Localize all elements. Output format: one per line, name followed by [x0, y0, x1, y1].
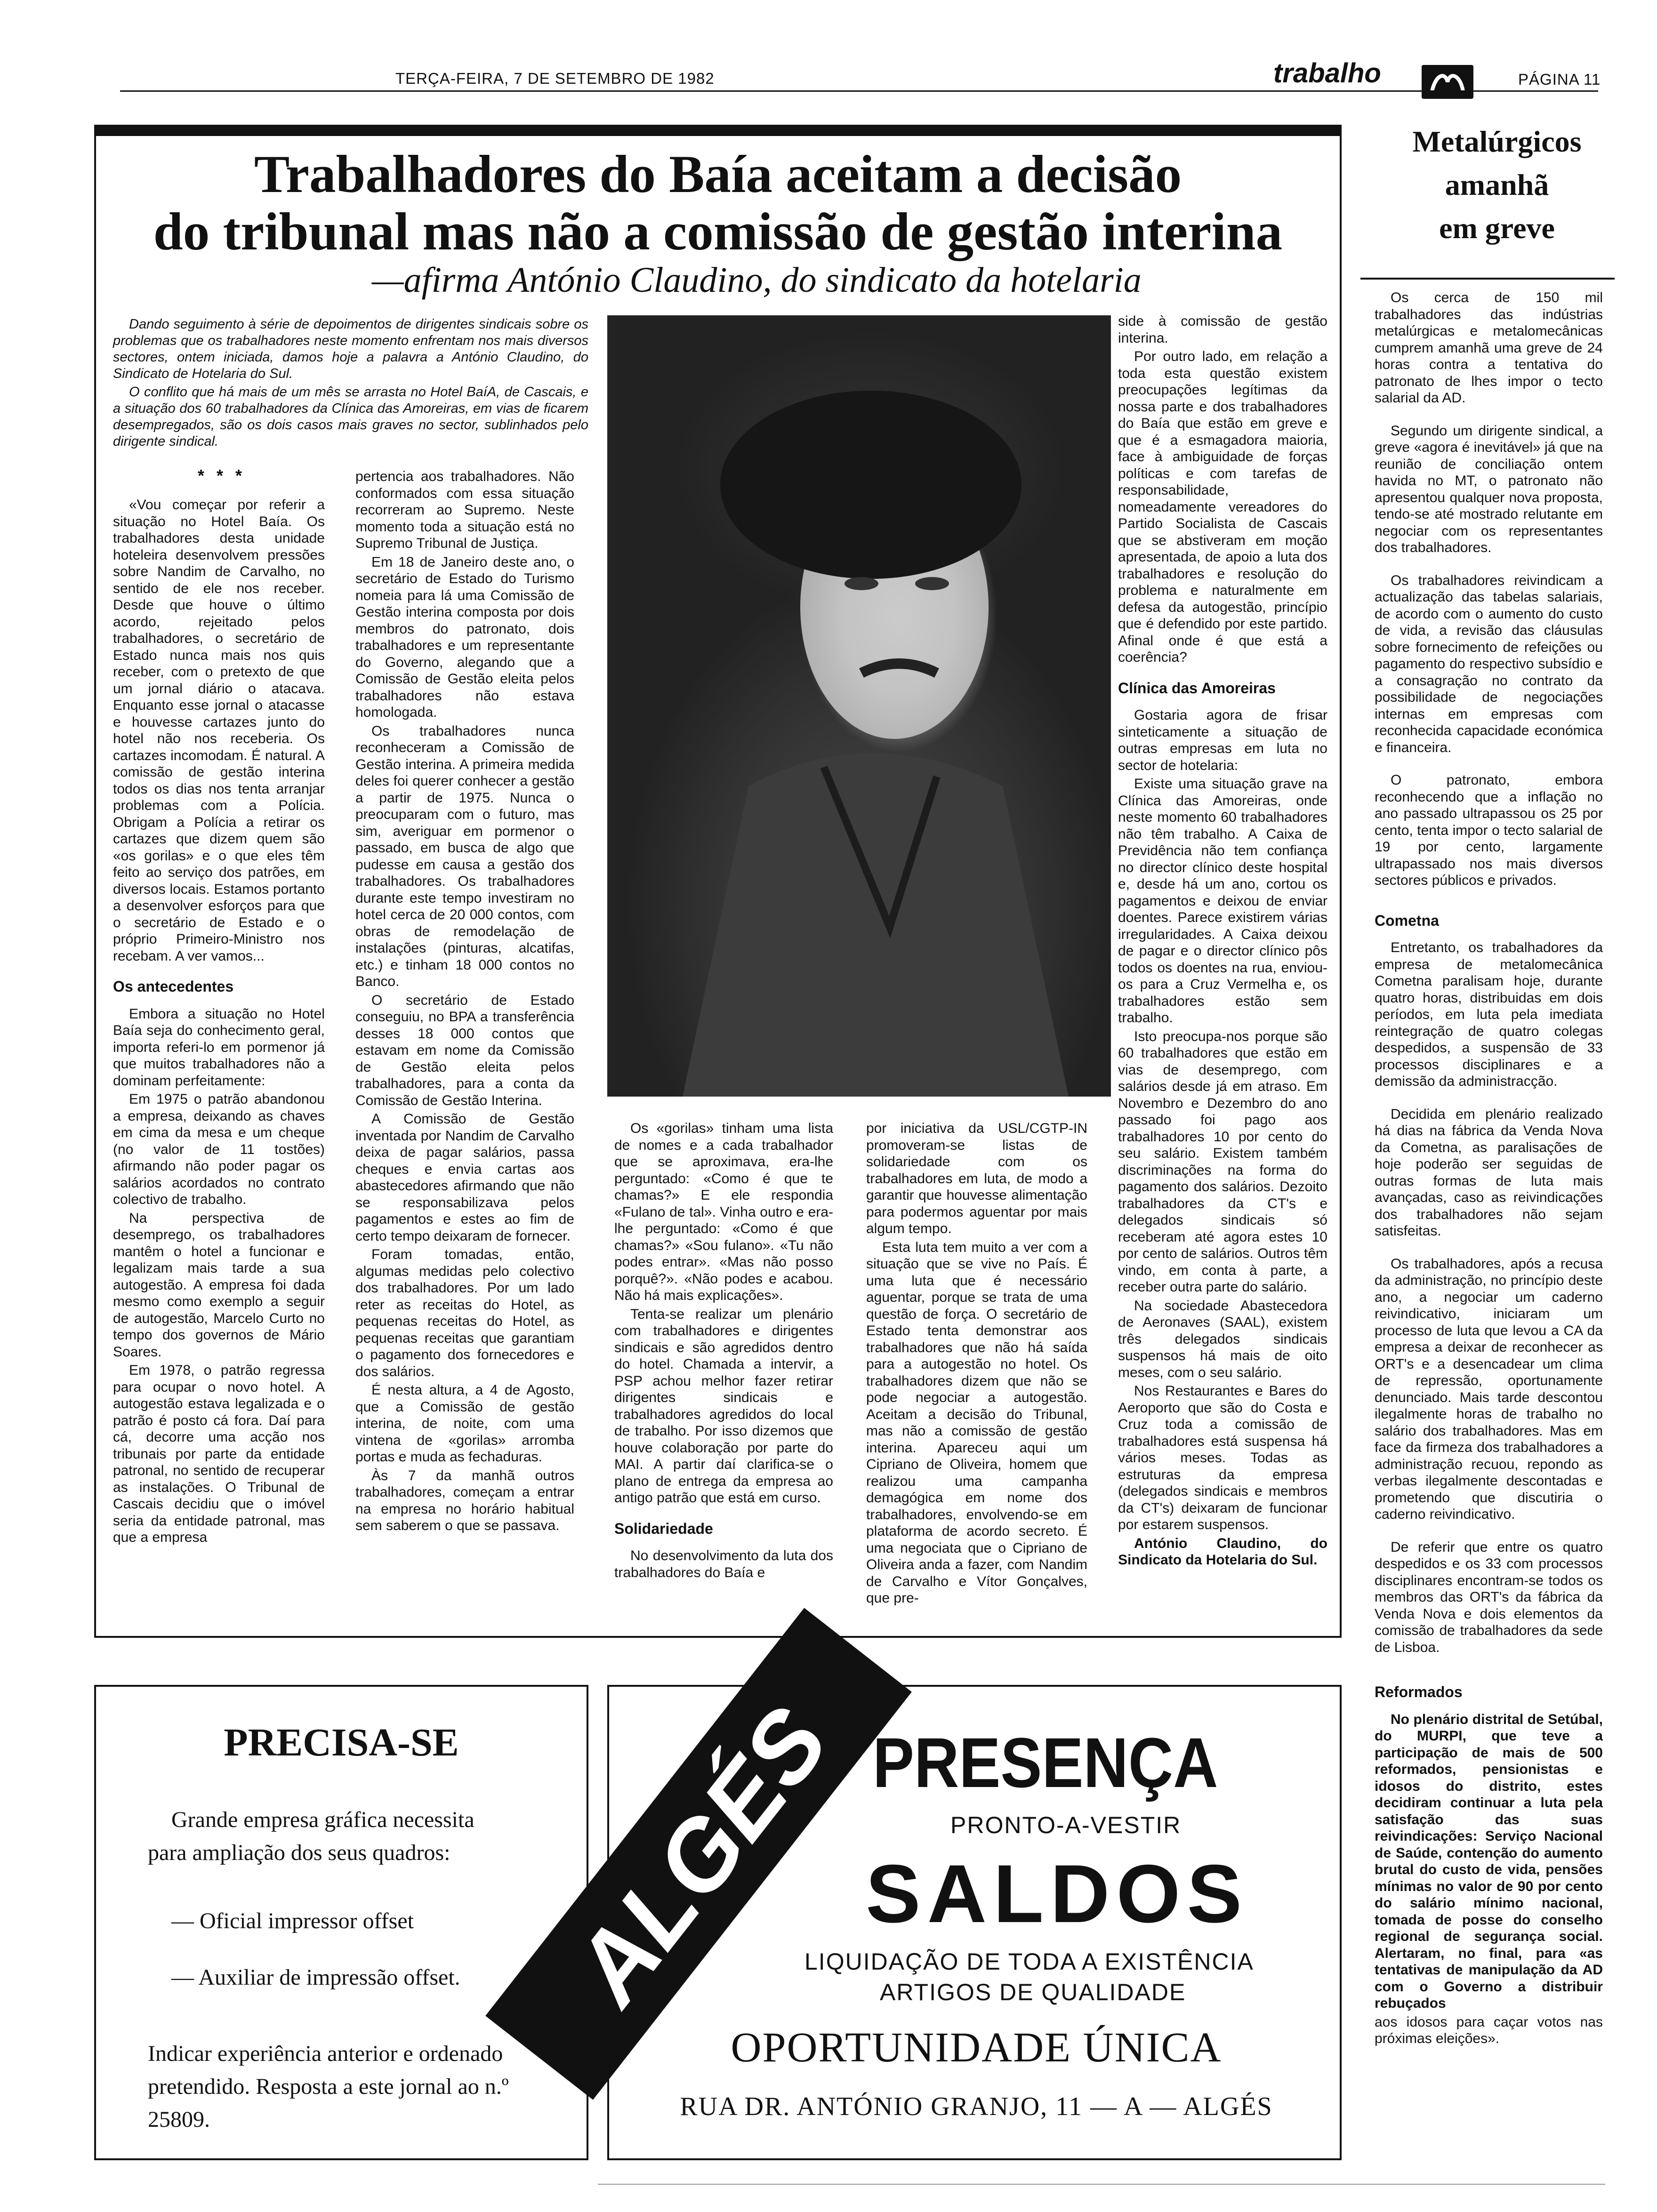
paragraph: Na perspectiva de desemprego, os trabalhadores mantêm o hotel a funcionar e legalizam mais tarde a sua autogestão. A empresa foi dada mesmo como exemplo a seguir de autogestão, Marcelo Curto no tempo dos governos de Mário Soares. — [113, 1210, 325, 1360]
ad-line: Grande empresa gráfica necessita — [171, 1807, 475, 1832]
paragraph: Por outro lado, em relação a toda esta questão existem preocupações legítimas da nossa parte e dos trabalhadores do Baía que estão em greve e que é a esmagadora maioria, face à ambiguidade de forças políticas e com tarefas de responsabilidade, nomeadamente vereadores do Partido Socialista de Cascais que se abstiveram em moção apresentada, de apoio a luta dos trabalhadores e resolução do problema e naturalmente em defesa da autogestão, princípio que é defendido por este partido. Afinal onde é que está a coerência? — [1118, 349, 1327, 665]
paragraph: Os trabalhadores, após a recusa da administração, no princípio deste ano, a negociar um caderno reivindicativo, iniciaram um processo de luta que levou a CA da empresa a deixar de reconhecer as ORT's e a desencadear um clima de repressão, oportunamente denunciado. Mais tarde descontou ilegalmente horas de trabalho no salário dos trabalhadores. Mas em face da firmeza dos trabalhadores a administração recuou, repondo as verbas ilegalmente descontadas e prometendo que discutiria o caderno reivindicativo. — [1375, 1256, 1603, 1522]
article-headline — [101, 146, 1335, 261]
page-header — [0, 0, 1657, 99]
header-section: trabalho — [1273, 58, 1381, 88]
paragraph: De referir que entre os quatro despedidos e os 33 com processos disciplinares encontram-se todos os membros das ORT's da fábrica da Venda Nova e dois elementos da comissão de trabalhadores da sede de Lisboa. — [1375, 1539, 1603, 1655]
paragraph: É nesta altura, a 4 de Agosto, que a Comissão de gestão interina, de noite, com uma vintena de «gorilas» arromba portas e muda as fechaduras. — [355, 1382, 574, 1465]
paragraph: Gostaria agora de frisar sinteticamente a situação de outras empresas em luta no sector de hotelaria: — [1118, 707, 1327, 773]
paragraph-bold: No plenário distrital de Setúbal, do MURPI, que teve a participação de mais de 500 reformados, pensionistas e idosos do distrito, estes decidiram continuar a luta pela satisfação das suas reivindicações: Serviço Nacional de Saúde, contenção do aumento brutal do custo de vida, pensões mínimas no valor de 90 por cento do salário mínimo nacional, tomada de posse do conselho regional de segurança social. Alertaram, no final, para «as tentativas de manipulação da AD com o Governo a distribuir rebuçados — [1375, 1711, 1603, 2011]
paragraph: aos idosos para caçar votos nas próximas eleições». — [1375, 2014, 1603, 2046]
article-column-1 — [113, 497, 325, 1548]
lead-paragraph: O conflito que há mais de um mês se arrasta no Hotel BaíA, de Cascais, e a situação dos 60 trabalhadores da Clínica das Amoreiras, em vias de ficarem desempregados, são os dois casos mais graves no sector, sublinhados pelo dirigente sindical. — [113, 385, 588, 449]
ad-footer: Indicar experiência anterior e ordenado pretendido. Resposta a este jornal ao n.º 25809. — [148, 2041, 509, 2132]
ad-line: para ampliação dos seus quadros: — [148, 1840, 450, 1865]
subheading-reformados: Reformados — [1375, 1683, 1463, 1700]
newspaper-logo — [1422, 65, 1473, 99]
ad-job-item: — Oficial impressor offset — [171, 1908, 414, 1933]
sidebar-title-line: em greve — [1439, 211, 1555, 245]
paragraph: Entretanto, os trabalhadores da empresa de metalomecânica Cometna paralisam hoje, durante quatro horas, distribuidas em dois períodos, em luta pela imediata reintegração de quatro colegas despedidos, a suspensão de 33 processos disciplinares e a demissão da administracção. — [1375, 940, 1603, 1089]
paragraph: Segundo um dirigente sindical, a greve «agora é inevitável» já que na reunião de conciliação ontem havida no MT, o patronato não apresentou qualquer nova proposta, tendo-se até mostrado relutante em negociar com os representantes dos trabalhadores. — [1375, 423, 1603, 555]
paragraph: Os «gorilas» tinham uma lista de nomes e a cada trabalhador que se aproximava, era-lhe perguntado: «Como é que te chamas?» E ele respondia «Fulano de tal». Vinha outro e era-lhe perguntado: «Como é que chamas?» «Sou fulano». «Tu não podes entrar». «Mas não posso porquê?». «Não podes e acabou. Não há mais explicações». — [614, 1121, 833, 1303]
header-date: TERÇA-FEIRA, 7 DE SETEMBRO DE 1982 — [395, 70, 715, 87]
paragraph: A Comissão de Gestão inventada por Nandim de Carvalho deixa de pagar salários, passa cheques e envia cartas aos abastecedores afirmando que não se responsabilizava pelos pagamentos e estes ao fim de certo tempo deixaram de fornecer. — [355, 1111, 574, 1244]
paragraph: Embora a situação no Hotel Baía seja do conhecimento geral, importa referi-lo em pormenor já que muitos trabalhadores não a dominam perfeitamente: — [113, 1006, 325, 1089]
headline-line-2: do tribunal mas não a comissão de gestão interina — [153, 202, 1283, 261]
paragraph: O patronato, embora reconhecendo que a inflação no ano passado ultrapassou os 25 por cento, tenta impor o tecto salarial de 19 por cento, largamente ultrapassado nos mais diversos sectores públicos e privados. — [1375, 772, 1603, 888]
ad-title: PRECISA-SE — [224, 1721, 459, 1764]
ad-corner-text: ALGÉS — [552, 1687, 849, 2024]
paragraph: side à comissão de gestão interina. — [1118, 313, 1327, 346]
paragraph: Os trabalhadores nunca reconheceram a Comissão de Gestão interina. A primeira medida deles foi querer conhecer a gestão a partir de 1975. Nunca o preocuparam com o futuro, mas sim, averiguar em pormenor o passado, em busca de algo que pudesse em causa a gestão dos trabalhadores. Os trabalhadores durante este tempo investiram no hotel cerca de 20 000 contos, com obras de remodelação de instalações (pinturas, alcatifas, etc.) e tinham 18 000 contos no Banco. — [355, 723, 574, 989]
paragraph: Em 18 de Janeiro deste ano, o secretário de Estado do Turismo nomeia para lá uma Comissão de Gestão interina composta por dois membros do patronato, dois trabalhadores e um representante do Governo, alegando que a Comissão de Gestão eleita pelos trabalhadores não estava homologada. — [355, 554, 574, 720]
subheading-cometna: Cometna — [1375, 912, 1439, 929]
paragraph: Em 1978, o patrão regressa para ocupar o novo hotel. A autogestão estava legalizada e o patrão é posto cá fora. Daí para cá, decorre uma acção nos tribunais por parte da entidade patronal, no sentido de recuperar as instalações. O Tribunal de Cascais decidiu que o imóvel seria da entidade patronal, mas que a empresa — [113, 1362, 325, 1545]
paragraph: O secretário de Estado conseguiu, no BPA a transferência desses 18 000 contos que estavam em nome da Comissão de Gestão eleita pelos trabalhadores, para a conta da Comissão de Gestão Interina. — [355, 992, 574, 1108]
paragraph: Os cerca de 150 mil trabalhadores das indústrias metalúrgicas e metalomecânicas cumprem amanhã uma greve de 24 horas contra a tentativa do patronato de lhes impor o tecto salarial da AD. — [1375, 290, 1603, 406]
paragraph: Decidida em plenário realizado há dias na fábrica da Venda Nova da Cometna, as paralisações de hoje poderão ser seguidas de outras formas de luta mais avançadas, caso as reivindicações dos trabalhadores não sejam satisfeitas. — [1375, 1106, 1603, 1239]
paragraph: Existe uma situação grave na Clínica das Amoreiras, onde neste momento 60 trabalhadores não têm trabalho. A Caixa de Previdência não tem confiança no director clínico deste hospital e, desde há um ano, cortou os pagamentos e deixou de enviar doentes. Parece existirem várias irregularidades. A Caixa deixou de pagar e o director clínico pôs todos os doentes na rua, enviou-os para a Cruz Vermelha e, os trabalhadores estão sem trabalho. — [1118, 776, 1327, 1026]
paragraph: pertencia aos trabalhadores. Não conformados com essa situação recorreram ao Supremo. Neste momento toda a situação está no Supremo Tribunal de Justiça. — [355, 469, 574, 551]
article-column-5 — [1118, 313, 1327, 1571]
ad-sale: SALDOS — [866, 1848, 1249, 1940]
article-column-3 — [614, 1120, 833, 1583]
subheading-solidariedade: Solidariedade — [614, 1520, 713, 1537]
paragraph: Nos Restaurantes e Bares do Aeroporto que são do Costa e Cruz toda a comissão de trabalhadores está suspensa há vários meses. Todas as estruturas da empresa (delegados sindicais e membros da CT's) deixaram de funcionar por estarem suspensos. — [1118, 1383, 1327, 1532]
ad-address: RUA DR. ANTÓNIO GRANJO, 11 — A — ALGÉS — [680, 2092, 1273, 2121]
paragraph: Esta luta tem muito a ver com a situação que se vive no País. É uma luta que é necessário aguentar, porque se trata de uma questão de força. O secretário de Estado tenta demonstrar aos trabalhadores que não há saída para a autogestão no hotel. Os trabalhadores dizem que não se pode negociar a autogestão. Aceitam a decisão do Tribunal, mas não a comissão de gestão interina. Apareceu aqui um Cipriano de Oliveira, homem que realizou uma campanha demagógica em nome dos trabalhadores, envolvendo-se em plataforma de acordo secreto. É uma negociata que o Cipriano de Oliveira anda a fazer, com Nandim de Carvalho e Vítor Gonçalves, que pre- — [866, 1239, 1087, 1606]
section-stars: * * * — [198, 466, 246, 485]
lead-paragraph: Dando seguimento à série de depoimentos de dirigentes sindicais sobre os problemas que os trabalhadores neste momento enfrentam nos mais diversos sectores, ontem iniciada, damos hoje a palavra a António Claudino, do Sindicato de Hotelaria do Sul. — [113, 317, 588, 381]
article-photo — [607, 315, 1111, 1097]
paragraph: Isto preocupa-nos porque são 60 trabalhadores que estão em vias de desemprego, com salários desde já em atraso. Em Novembro e Dezembro do ano passado foi pago aos trabalhadores 10 por cento do seu salário. Existem também discriminações na forma do pagamento dos salários. Dezoito trabalhadores da CT's e delegados sindicais só receberam até agora estes 10 por cento de salários. Outros têm vindo, em conta à parte, a receber outra parte do salário. — [1118, 1028, 1327, 1295]
paragraph: Tenta-se realizar um plenário com trabalhadores e dirigentes sindicais e são agredidos dentro do hotel. Chamada a intervir, a PSP achou melhor fazer retirar dirigentes sindicais e trabalhadores agredidos do local de trabalho. Por isso dizemos que houve colaboração por parte do MAI. A partir daí clarifica-se o plano de entrega da empresa ao antigo patrão que está em curso. — [614, 1306, 833, 1506]
paragraph: Os trabalhadores reivindicam a actualização das tabelas salariais, de acordo com o aumento do custo de vida, a revisão das cláusulas sobre fornecimento de refeições ou pagamento do respectivo subsídio e a consagração no contrato da possibilidade de negociações internas em empresas com reconhecida capacidade económica e financeira. — [1375, 572, 1603, 755]
subheading-antecedentes: Os antecedentes — [113, 978, 234, 995]
headline-line-1: Trabalhadores do Baía aceitam a decisão — [254, 145, 1182, 204]
paragraph: Em 1975 o patrão abandonou a empresa, deixando as chaves em cima da mesa e um cheque (no valor de 11 tostões) afirmando não poder pagar os salários acordados no contrato colectivo de trabalho. — [113, 1091, 325, 1207]
ad-line: ARTIGOS DE QUALIDADE — [880, 1979, 1186, 2005]
ad-tagline: PRONTO-A-VESTIR — [950, 1812, 1182, 1838]
ad-offer: OPORTUNIDADE ÚNICA — [731, 2024, 1222, 2071]
paragraph: No desenvolvimento da luta dos trabalhadores do Baía e — [614, 1548, 833, 1580]
paragraph: por iniciativa da USL/CGTP-IN promoveram-se listas de solidariedade com os trabalhadores em luta, de modo a garantir que houvesse alimentação para podermos aguentar por mais algum tempo. — [866, 1121, 1087, 1236]
article-signature: António Claudino, do Sindicato da Hotelaria do Sul. — [1118, 1535, 1327, 1568]
paragraph: Na sociedade Abastecedora de Aeronaves (SAAL), existem três delegados sindicais suspensos há mais de oito meses, com o seu salário. — [1118, 1298, 1327, 1380]
header-page-number: PÁGINA 11 — [1518, 71, 1601, 88]
ad-presenca — [552, 1685, 1342, 2160]
article-lead — [113, 316, 588, 452]
article-subhead: —afirma António Claudino, do sindicato da hotelaria — [372, 260, 1142, 300]
ad-brand: PRESENÇA — [873, 1723, 1218, 1802]
sidebar-title — [1365, 120, 1629, 250]
ad-line: LIQUIDAÇÃO DE TODA A EXISTÊNCIA — [804, 1948, 1254, 1975]
article-column-2 — [355, 468, 574, 1536]
paragraph: Às 7 da manhã outros trabalhadores, começam a entrar na empresa no horário habitual sem saberem o que se passava. — [355, 1467, 574, 1533]
sidebar-title-line: amanhã — [1445, 168, 1549, 201]
sidebar-title-line: Metalúrgicos — [1412, 125, 1582, 158]
ad-precisa-se — [94, 1685, 588, 2160]
paragraph: «Vou começar por referir a situação no Hotel Baía. Os trabalhadores desta unidade hoteleira desenvolvem pressões sobre Nandim de Carvalho, no sentido de ele nos receber. Desde que houve o último acordo, rejeitado pelos trabalhadores, o secretário de Estado nunca mais nos quis receber, com o pretexto de que um jornal diário o atacava. Enquanto esse jornal o atacasse e houvesse cartazes junto do hotel não nos receberia. Os cartazes incomodam. É natural. A comissão de gestão interina todos os dias nos tenta arranjar problemas com a Polícia. Obrigam a Polícia a retirar os cartazes que dizem quem são «os gorilas» e o que eles têm feito ao serviço dos patrões, em diversos locais. Estamos portanto a desenvolver esforços para que o secretário de Estado e o próprio Primeiro-Ministro nos recebam. A ver vamos... — [113, 497, 325, 964]
paragraph: Foram tomadas, então, algumas medidas pelo colectivo dos trabalhadores. Por um lado reter as receitas do Hotel, as pequenas receitas do Hotel, as pequenas receitas que garantiam o pagamento dos fornecedores e dos salários. — [355, 1247, 574, 1379]
ad-job-item: — Auxiliar de impressão offset. — [171, 1965, 460, 1990]
subheading-clinica: Clínica das Amoreiras — [1118, 679, 1276, 697]
sidebar-column — [1375, 289, 1603, 2049]
article-column-4 — [866, 1120, 1087, 1609]
